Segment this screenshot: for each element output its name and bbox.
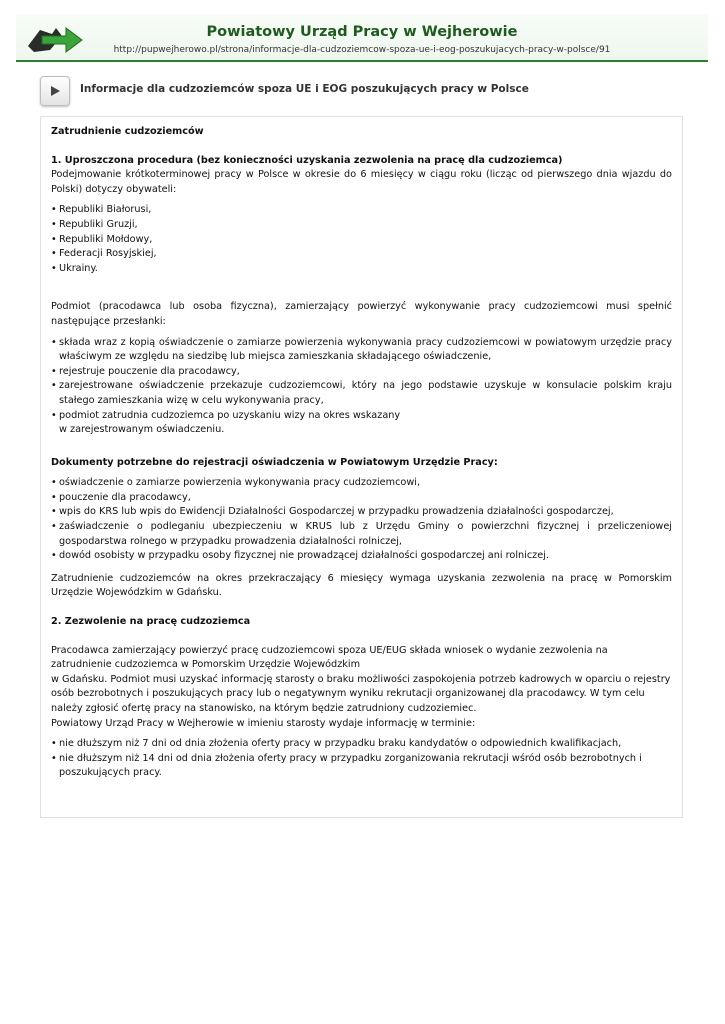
main-heading: Zatrudnienie cudzoziemców: [51, 126, 204, 137]
conditions-continuation: w zarejestrowanym oświadczeniu.: [59, 424, 225, 436]
list-item: • Ukrainy.: [51, 262, 672, 277]
list-item: • pouczenie dla pracodawcy,: [51, 491, 672, 506]
site-title[interactable]: Powiatowy Urząd Pracy w Wejherowie: [206, 24, 518, 40]
article-bullet-box: [40, 76, 70, 106]
list-item: • nie dłuższym niż 14 dni od dnia złożenia oferty pracy w przypadku zorganizowania rekrutacji wśród osób bezrobotnych i poszukujących pracy.: [51, 752, 672, 781]
documents-list: [51, 476, 672, 564]
article-title: Informacje dla cudzoziemców spoza UE i EOG poszukujących pracy w Polsce: [80, 83, 529, 95]
list-item: • dowód osobisty w przypadku osoby fizycznej nie prowadzącej działalności gospodarczej ani rolniczej.: [51, 549, 672, 564]
site-header: [16, 14, 708, 62]
list-item: • zarejestrowane oświadczenie przekazuje cudzoziemcowi, który na jego podstawie uzyskuje w konsulacie polskim kraju stałego zamieszkania wizę w celu wykonywania pracy,: [51, 379, 672, 408]
section-2-para-2: zatrudnienie cudzoziemca w Pomorskim Urzędzie Wojewódzkim: [51, 659, 361, 671]
documents-heading: Dokumenty potrzebne do rejestracji oświadczenia w Powiatowym Urzędzie Pracy:: [51, 456, 498, 468]
article-header: [40, 76, 685, 106]
section-2-para-4: Powiatowy Urząd Pracy w Wejherowie w imieniu starosty wydaje informację w terminie:: [51, 717, 476, 729]
section-1-note: Zatrudnienie cudzoziemców na okres przekraczający 6 miesięcy wymaga uzyskania zezwolenia na pracę w Pomorskim Urzędzie Wojewódzkim w Gdańsku.: [51, 572, 672, 599]
list-item: • podmiot zatrudnia cudzoziemca po uzyskaniu wizy na okres wskazany: [51, 409, 672, 424]
list-item: • rejestruje pouczenie dla pracodawcy,: [51, 365, 672, 380]
list-item: • Republiki Mołdowy,: [51, 233, 672, 248]
article-content: [40, 116, 683, 818]
list-item: • oświadczenie o zamiarze powierzenia wykonywania pracy cudzoziemcowi,: [51, 476, 672, 491]
section-1-heading: 1. Uproszczona procedura (bez konieczności uzyskania zezwolenia na pracę dla cudzoziemca): [51, 154, 563, 166]
page-url: http://pupwejherowo.pl/strona/informacje-dla-cudzoziemcow-spoza-ue-i-eog-poszukujacych-pracy-w-polsce/91: [113, 45, 611, 55]
list-item: • zaświadczenie o podleganiu ubezpieczeniu w KRUS lub z Urzędu Gminy o powierzchni fizycznej i przeliczeniowej gospodarstwa rolnego w przypadku prowadzenia działalności rolniczej,: [51, 520, 672, 549]
section-1-intro: Podejmowanie krótkoterminowej pracy w Polsce w okresie do 6 miesięcy w ciągu roku (licząc od pierwszego dnia wjazdu do Polski) dotyczy obywateli:: [51, 169, 672, 195]
terms-list: [51, 737, 672, 781]
section-2-para-1: Pracodawca zamierzający powierzyć pracę cudzoziemcowi spoza UE/EUG składa wniosek o wydanie zezwolenia na: [51, 644, 608, 656]
list-item: • nie dłuższym niż 7 dni od dnia złożenia oferty pracy w przypadku braku kandydatów o odpowiednich kwalifikacjach,: [51, 737, 672, 752]
list-item: • składa wraz z kopią oświadczenie o zamiarze powierzenia wykonywania pracy cudzoziemcowi w powiatowym urzędzie pracy właściwym ze względu na siedzibę lub miejsca zamieszkania składającego oświadczenie,: [51, 336, 672, 365]
list-item: • Republiki Gruzji,: [51, 218, 672, 233]
countries-list: [51, 203, 672, 276]
conditions-intro: Podmiot (pracodawca lub osoba fizyczna), zamierzający powierzyć wykonywanie pracy cudzoziemcowi musi spełnić następujące przesłanki:: [51, 301, 672, 327]
play-arrow-icon: [48, 84, 62, 98]
list-item: • Federacji Rosyjskiej,: [51, 247, 672, 262]
list-item: • Republiki Białorusi,: [51, 203, 672, 218]
conditions-list: [51, 336, 672, 424]
section-2-heading: 2. Zezwolenie na pracę cudzoziemca: [51, 616, 251, 628]
section-2-para-3: w Gdańsku. Podmiot musi uzyskać informację starosty o braku możliwości zaspokojenia potrzeb kadrowych w oparciu o rejestry osób bezrobotnych i poszukujących pracy lub o negatywnym wyniku rekrutacji organizowanej dla pracodawcy. W tym celu należy zgłosić ofertę pracy na stanowisko, na którym będzie zatrudniony cudzoziemiec.: [51, 673, 671, 714]
list-item: • wpis do KRS lub wpis do Ewidencji Działalności Gospodarczej w przypadku prowadzenia działalności gospodarczej,: [51, 505, 672, 520]
